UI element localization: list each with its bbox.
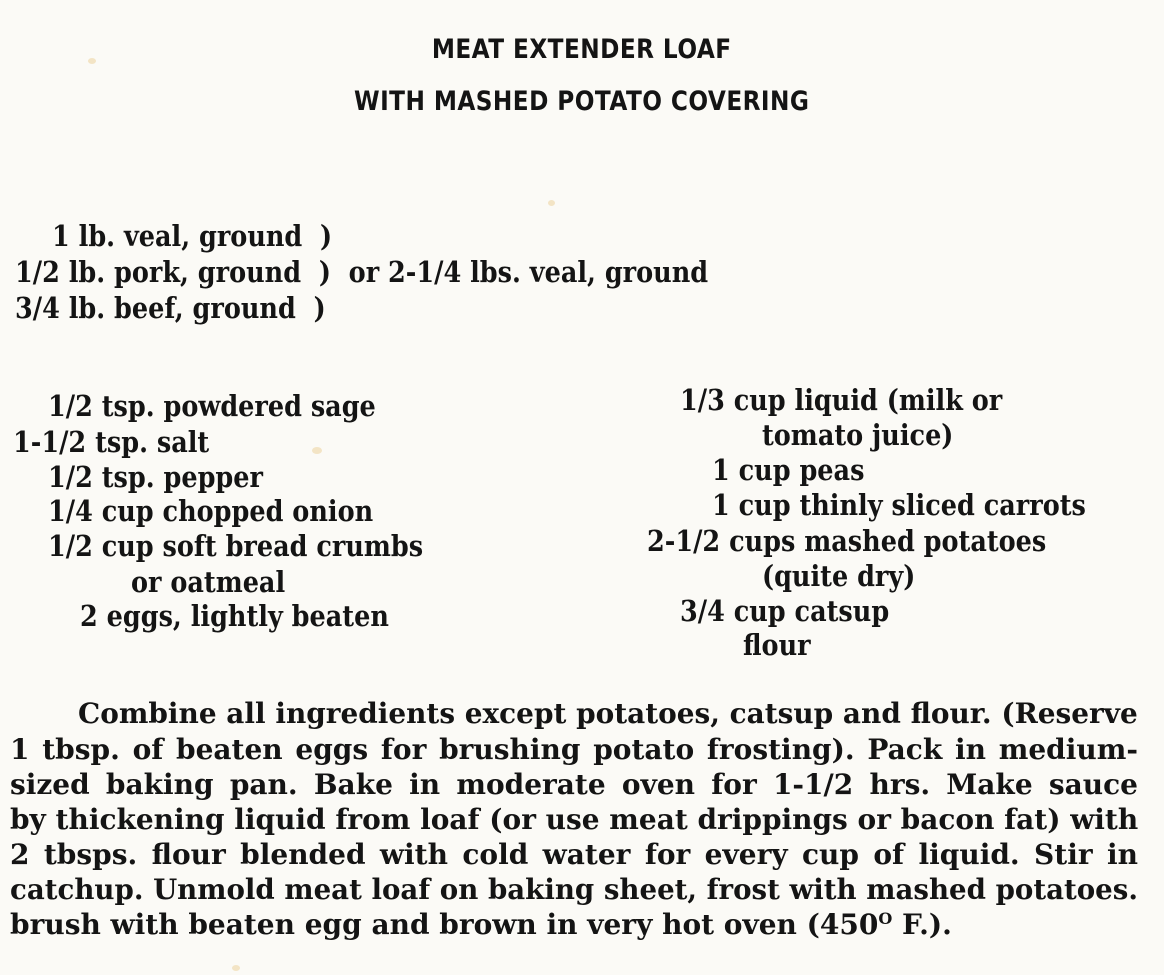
meat-line: 1 lb. veal, ground ) <box>52 219 333 253</box>
ingredient-line: (quite dry) <box>762 559 916 593</box>
meat-line: 1/2 lb. pork, ground ) or 2-1/4 lbs. veal, ground <box>15 255 709 289</box>
ingredient-line: 1/2 tsp. powdered sage <box>48 389 376 423</box>
ingredient-line: 1 cup thinly sliced carrots <box>712 488 1086 522</box>
ingredient-line: 1/2 cup soft bread crumbs <box>48 529 424 563</box>
directions-line: Combine all ingredients except potatoes, catsup and flour. (Reserve <box>78 697 1138 730</box>
ingredient-line: 1/3 cup liquid (milk or <box>680 383 1003 417</box>
ingredient-line: 1/4 cup chopped onion <box>48 494 374 528</box>
directions-line: catchup. Unmold meat loaf on baking sheet, frost with mashed potatoes. <box>10 873 1138 906</box>
ingredient-line: 2-1/2 cups mashed potatoes <box>647 524 1047 558</box>
degree-mark: O <box>878 909 893 928</box>
directions-last-end: F.). <box>892 908 952 941</box>
directions-last-line <box>10 908 1138 941</box>
ingredient-line: 1 cup peas <box>712 453 865 487</box>
meat-line: 3/4 lb. beef, ground ) <box>15 291 326 325</box>
ingredient-line: 1/2 tsp. pepper <box>48 460 263 494</box>
ingredient-line: 2 eggs, lightly beaten <box>80 599 389 633</box>
ingredient-line: flour <box>743 628 811 662</box>
paper-speck <box>88 58 96 64</box>
paper-speck <box>548 200 555 206</box>
paper-speck <box>232 965 240 971</box>
directions-line: 1 tbsp. of beaten eggs for brushing potato frosting). Pack in medium- <box>10 733 1138 766</box>
ingredient-line: or oatmeal <box>131 565 286 599</box>
directions-line: 2 tbsps. flour blended with cold water for every cup of liquid. Stir in <box>10 838 1138 871</box>
directions-last-text: brush with beaten egg and brown in very hot oven (450 <box>10 908 879 941</box>
ingredient-line: 3/4 cup catsup <box>680 594 890 628</box>
recipe-title: MEAT EXTENDER LOAF <box>431 34 732 65</box>
paper-speck <box>312 447 322 454</box>
directions-line: sized baking pan. Bake in moderate oven for 1-1/2 hrs. Make sauce <box>10 768 1138 801</box>
recipe-subtitle: WITH MASHED POTATO COVERING <box>354 86 810 117</box>
ingredient-line: 1-1/2 tsp. salt <box>13 425 210 459</box>
directions-line: by thickening liquid from loaf (or use meat drippings or bacon fat) with <box>10 803 1139 836</box>
ingredient-line: tomato juice) <box>762 418 954 452</box>
